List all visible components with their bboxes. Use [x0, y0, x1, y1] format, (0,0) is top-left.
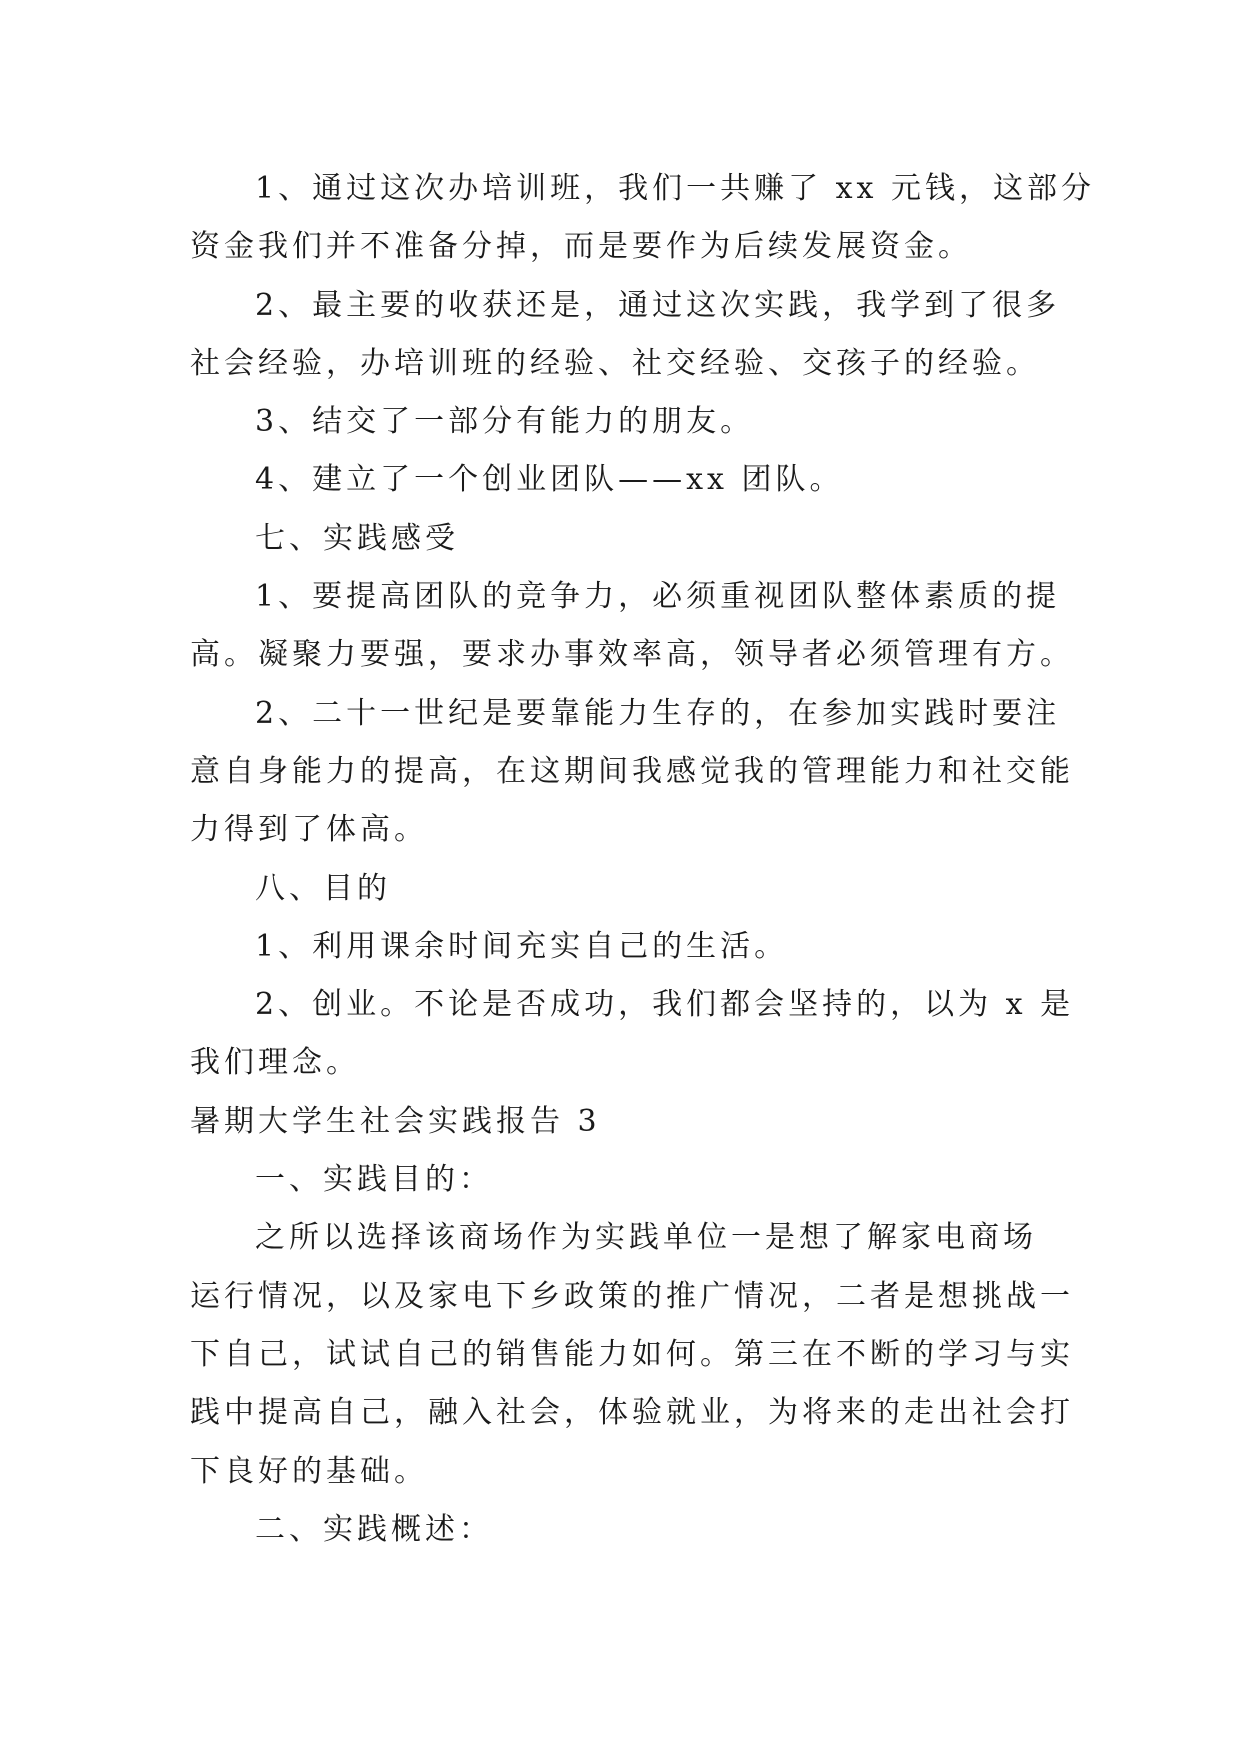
- text-line: 资金我们并不准备分掉，而是要作为后续发展资金。: [190, 229, 972, 265]
- text-line: 4、建立了一个创业团队——xx 团队。: [255, 462, 844, 498]
- section-heading: [190, 1093, 1070, 1151]
- text-line: 高。凝聚力要强，要求办事效率高，领导者必须管理有方。: [190, 637, 1074, 673]
- text-line: 2、最主要的收获还是，通过这次实践，我学到了很多: [255, 287, 1061, 323]
- body-paragraph: [190, 918, 1070, 976]
- body-paragraph: [190, 1209, 1074, 1500]
- text-line: 1、通过这次办培训班，我们一共赚了 xx 元钱，这部分: [255, 171, 1095, 206]
- text-line: 2、二十一世纪是要靠能力生存的，在参加实践时要注: [255, 695, 1061, 731]
- text-line: 社会经验，办培训班的经验、社交经验、交孩子的经验。: [190, 345, 1040, 381]
- body-paragraph: [190, 1151, 1070, 1209]
- body-paragraph: [190, 685, 1074, 860]
- text-line: 一、实践目的：: [255, 1162, 493, 1198]
- text-line: 下良好的基础。: [190, 1453, 428, 1489]
- text-line: 意自身能力的提高，在这期间我感觉我的管理能力和社交能: [190, 753, 1074, 789]
- text-line: 之所以选择该商场作为实践单位一是想了解家电商场: [255, 1220, 1037, 1256]
- body-paragraph: [190, 277, 1070, 394]
- text-line: 2、创业。不论是否成功，我们都会坚持的，以为 x 是: [255, 987, 1075, 1023]
- body-paragraph: [190, 976, 1075, 1093]
- text-line: 力得到了体高。: [190, 812, 428, 848]
- text-line: 践中提高自己，融入社会，体验就业，为将来的走出社会打: [190, 1395, 1074, 1431]
- text-line: 运行情况，以及家电下乡政策的推广情况，二者是想挑战一: [190, 1278, 1074, 1314]
- text-line: 1、利用课余时间充实自己的生活。: [255, 928, 789, 964]
- text-line: 八、目的: [255, 870, 391, 906]
- text-line: 七、实践感受: [255, 520, 459, 556]
- body-paragraph: [190, 510, 1070, 568]
- body-paragraph: [190, 160, 1095, 277]
- body-paragraph: [190, 393, 1070, 451]
- text-line: 二、实践概述：: [255, 1511, 493, 1547]
- text-line: 暑期大学生社会实践报告 3: [190, 1103, 601, 1139]
- document-body: [190, 160, 1095, 1559]
- text-line: 我们理念。: [190, 1045, 360, 1081]
- text-line: 1、要提高团队的竞争力，必须重视团队整体素质的提: [255, 579, 1061, 615]
- text-line: 3、结交了一部分有能力的朋友。: [255, 404, 755, 440]
- body-paragraph: [190, 1501, 1070, 1559]
- body-paragraph: [190, 451, 1070, 509]
- body-paragraph: [190, 860, 1070, 918]
- body-paragraph: [190, 568, 1074, 685]
- text-line: 下自己，试试自己的销售能力如何。第三在不断的学习与实: [190, 1336, 1074, 1372]
